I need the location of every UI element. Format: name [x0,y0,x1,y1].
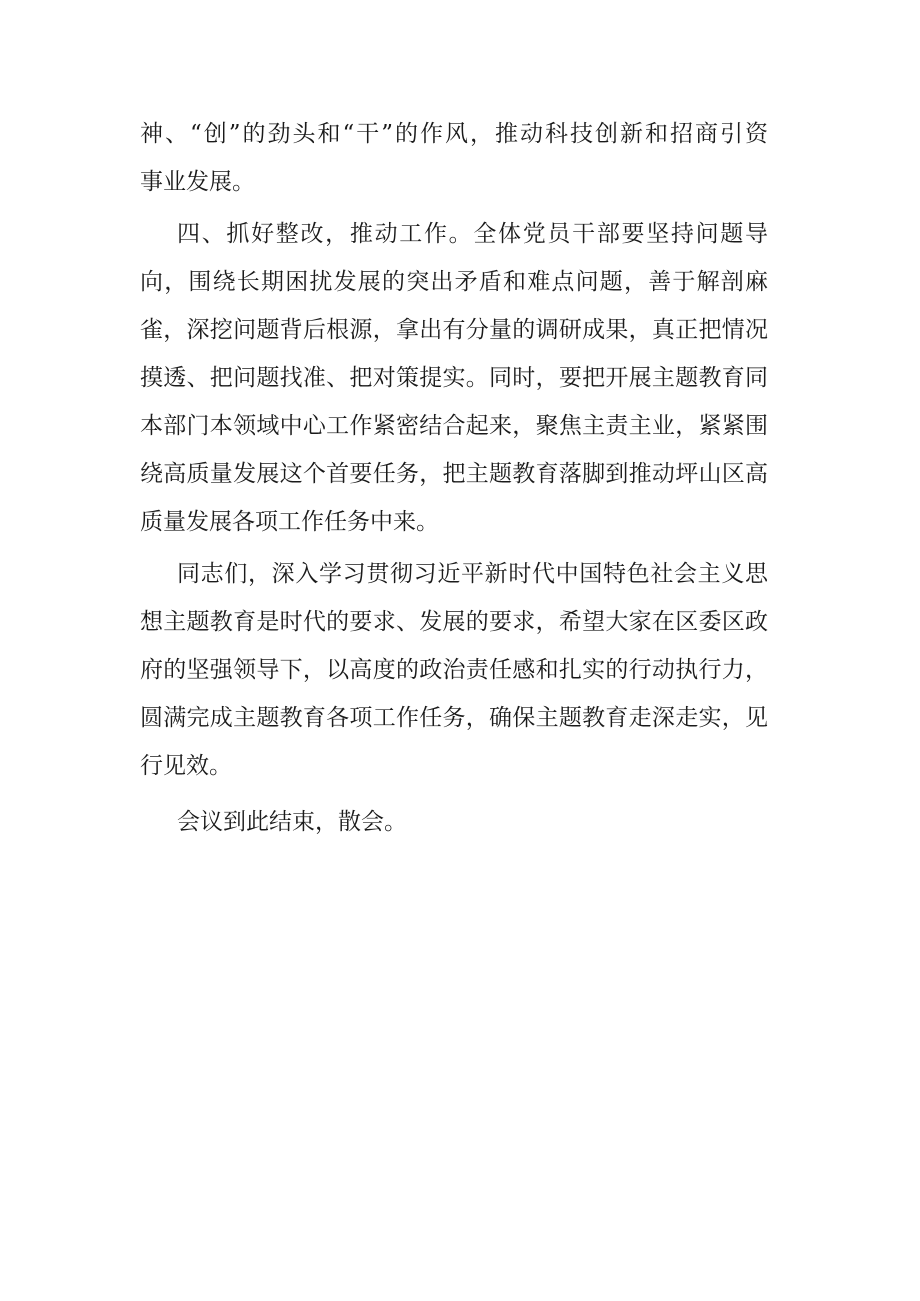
text-line: 事业发展。 [140,169,255,195]
paragraph-closing [140,798,768,846]
text-line: 想主题教育是时代的要求、发展的要求，希望大家在区委区政 [140,609,768,635]
text-line: 四、抓好整改，推动工作。全体党员干部要坚持问题导 [177,221,768,247]
text-line: 绕高质量发展这个首要任务，把主题教育落脚到推动坪山区高 [140,461,768,487]
text-line: 行见效。 [140,753,232,779]
text-line: 本部门本领域中心工作紧密结合起来，聚焦主责主业，紧紧围 [140,413,768,439]
text-line: 府的坚强领导下，以高度的政治责任感和扎实的行动执行力， [140,657,768,683]
text-line: 质量发展各项工作任务中来。 [140,509,439,535]
text-line: 摸透、把问题找准、把对策提实。同时，要把开展主题教育同 [140,365,768,391]
text-line: 会议到此结束，散会。 [177,809,407,835]
text-line: 向，围绕长期困扰发展的突出矛盾和难点问题，善于解剖麻 [140,269,768,295]
text-line: 雀，深挖问题背后根源，拿出有分量的调研成果，真正把情况 [140,317,768,343]
document-body [140,110,768,846]
paragraph-rectification [140,210,768,546]
text-line: 同志们，深入学习贯彻习近平新时代中国特色社会主义思 [177,561,768,587]
paragraph-comrades [140,550,768,790]
text-line: 圆满完成主题教育各项工作任务，确保主题教育走深走实，见 [140,705,768,731]
paragraph-continuation [140,110,768,206]
text-line: 神、“创”的劲头和“干”的作风，推动科技创新和招商引资 [140,121,768,147]
